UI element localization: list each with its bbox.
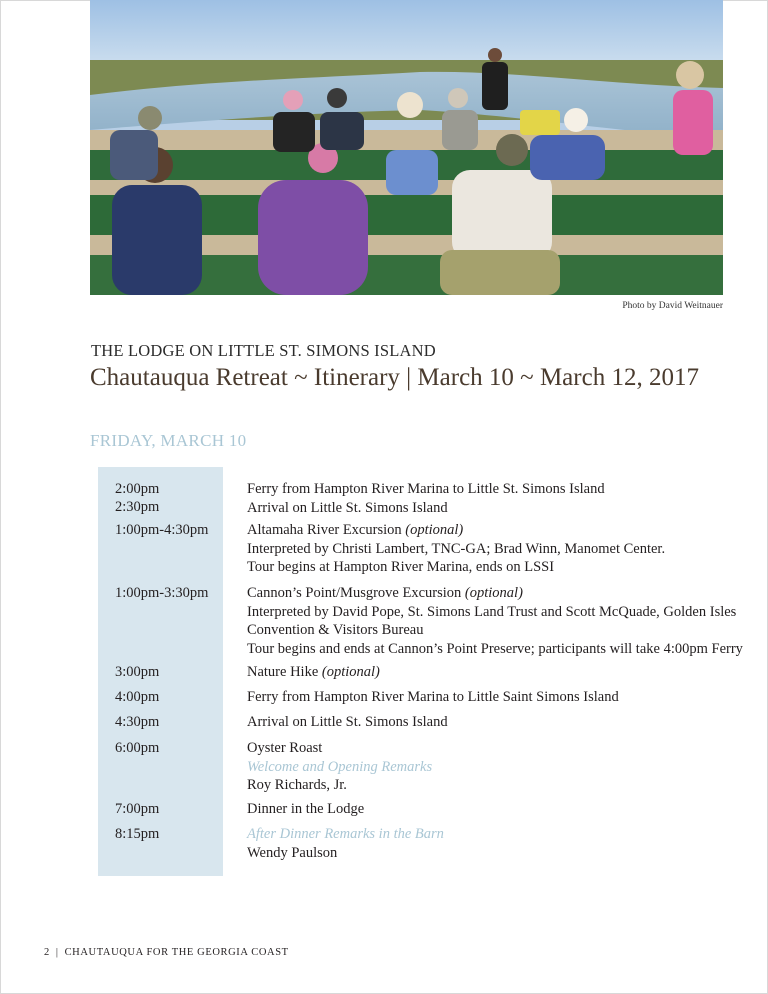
description-line: Altamaha River Excursion (optional) xyxy=(247,522,464,538)
schedule-description xyxy=(247,521,747,577)
schedule-time xyxy=(115,688,159,706)
description-line: Convention & Visitors Bureau xyxy=(247,622,424,638)
description-line: Cannon’s Point/Musgrove Excursion (optional) xyxy=(247,585,523,601)
description-line: Tour begins and ends at Cannon’s Point Preserve; participants will take 4:00pm Ferry xyxy=(247,640,743,657)
description-line: Ferry from Hampton River Marina to Little Saint Simons Island xyxy=(247,689,619,705)
time-text: 2:00pm xyxy=(115,481,160,497)
description-line: Nature Hike (optional) xyxy=(247,664,380,680)
schedule-description xyxy=(247,739,747,795)
schedule-time xyxy=(115,825,159,843)
publication-name: CHAUTAUQUA FOR THE GEORGIA COAST xyxy=(64,947,289,958)
description-line: Tour begins at Hampton River Marina, ends on LSSI xyxy=(247,559,555,575)
schedule-description xyxy=(247,688,747,707)
schedule-description xyxy=(247,713,747,732)
description-line: Interpreted by David Pope, St. Simons Land Trust and Scott McQuade, Golden Isles xyxy=(247,603,737,620)
optional-note: (optional) xyxy=(321,664,380,680)
page-title: Chautauqua Retreat ~ Itinerary | March 10 ~ March 12, 2017 xyxy=(90,364,699,391)
schedule-time xyxy=(115,800,159,818)
description-line: Interpreted by Christi Lambert, TNC-GA; Brad Winn, Manomet Center. xyxy=(247,540,666,557)
time-text: 4:30pm xyxy=(115,714,160,730)
page-footer xyxy=(44,947,289,958)
schedule-description xyxy=(247,800,747,819)
photo-credit: Photo by David Weitnauer xyxy=(622,301,723,311)
session-subtitle: After Dinner Remarks in the Barn xyxy=(247,826,444,842)
description-line: Roy Richards, Jr. xyxy=(247,777,347,793)
schedule-time xyxy=(115,663,159,681)
page-number: 2 xyxy=(44,947,50,958)
optional-note: (optional) xyxy=(405,522,464,538)
time-text: 7:00pm xyxy=(115,801,160,817)
schedule-time xyxy=(115,521,208,539)
schedule-description xyxy=(247,480,747,517)
optional-note: (optional) xyxy=(464,585,523,601)
time-text: 3:00pm xyxy=(115,664,160,680)
description-line: Arrival on Little St. Simons Island xyxy=(247,714,448,730)
schedule-time xyxy=(115,480,159,516)
time-text: 4:00pm xyxy=(115,689,160,705)
description-line: Oyster Roast xyxy=(247,740,323,756)
header-photo xyxy=(90,0,723,295)
time-text: 6:00pm xyxy=(115,740,160,756)
description-line: Wendy Paulson xyxy=(247,844,338,861)
time-text: 1:00pm-3:30pm xyxy=(115,585,209,601)
description-line: Arrival on Little St. Simons Island xyxy=(247,499,448,516)
schedule-description xyxy=(247,825,747,862)
time-text: 1:00pm-4:30pm xyxy=(115,522,209,538)
schedule-description xyxy=(247,663,747,682)
time-text: 2:30pm xyxy=(115,499,160,515)
description-line: Dinner in the Lodge xyxy=(247,801,365,817)
schedule-time xyxy=(115,584,208,602)
footer-separator: | xyxy=(55,947,59,958)
day-heading: FRIDAY, MARCH 10 xyxy=(90,431,247,450)
time-text: 8:15pm xyxy=(115,826,160,842)
session-subtitle: Welcome and Opening Remarks xyxy=(247,758,433,775)
schedule-description xyxy=(247,584,747,658)
schedule-time xyxy=(115,713,159,731)
description-line: Ferry from Hampton River Marina to Little St. Simons Island xyxy=(247,481,605,497)
venue-heading: THE LODGE ON LITTLE ST. SIMONS ISLAND xyxy=(91,341,436,360)
schedule-time xyxy=(115,739,159,757)
